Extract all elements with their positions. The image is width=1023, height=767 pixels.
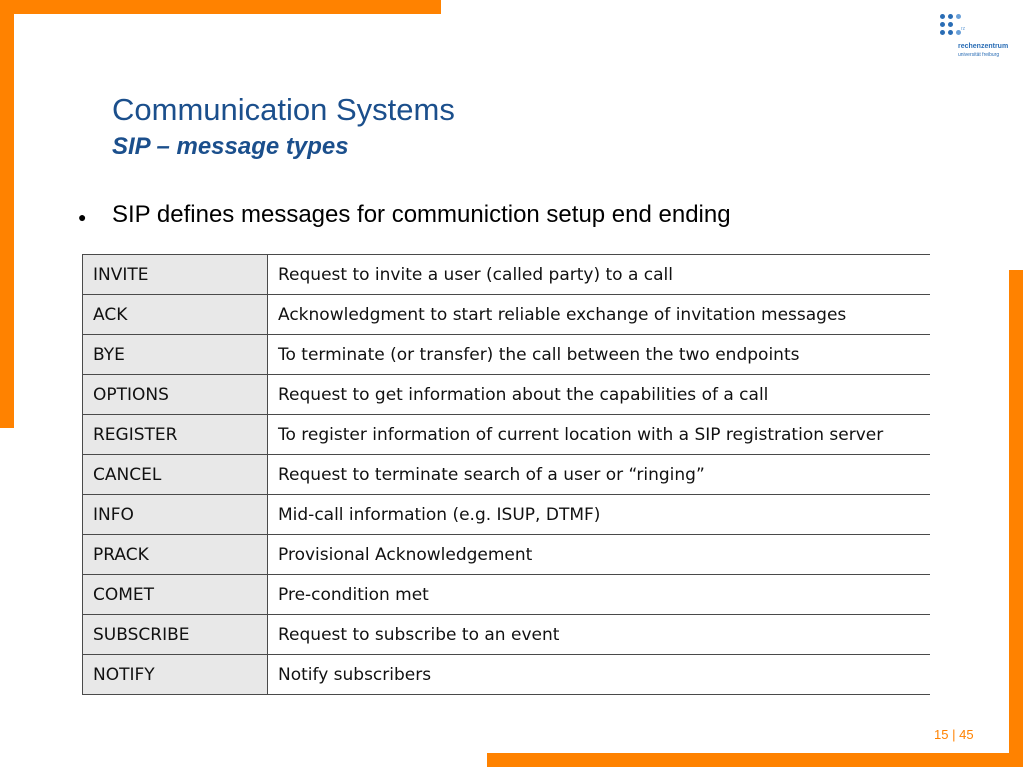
table-row — [83, 255, 931, 295]
logo-dot — [940, 14, 945, 19]
table-row — [83, 295, 931, 335]
table-row — [83, 655, 931, 695]
bullet-point — [78, 201, 731, 229]
message-description-cell: Acknowledgment to start reliable exchange of invitation messages — [268, 295, 931, 335]
logo-rz-label: rz — [961, 26, 966, 32]
message-type-cell: CANCEL — [83, 455, 268, 495]
table-row — [83, 415, 931, 455]
bullet-text: SIP defines messages for communiction setup end ending — [112, 201, 731, 228]
message-description-cell: Pre-condition met — [268, 575, 931, 615]
message-description-cell: Request to subscribe to an event — [268, 615, 931, 655]
logo-subtitle: universität freiburg — [958, 52, 1000, 58]
message-description-cell: Provisional Acknowledgement — [268, 535, 931, 575]
message-type-cell: INVITE — [83, 255, 268, 295]
table-row — [83, 375, 931, 415]
page-current: 15 — [934, 727, 949, 742]
message-description-cell: Mid-call information (e.g. ISUP, DTMF) — [268, 495, 931, 535]
message-type-cell: ACK — [83, 295, 268, 335]
slide-title: Communication Systems — [112, 92, 455, 127]
message-description-cell: Request to invite a user (called party) to a call — [268, 255, 931, 295]
logo-dot — [948, 14, 953, 19]
message-type-cell: OPTIONS — [83, 375, 268, 415]
logo-name: rechenzentrum — [958, 43, 1009, 50]
slide-subtitle: SIP – message types — [112, 133, 349, 160]
right-accent-bar — [1009, 270, 1023, 767]
message-description-cell: To register information of current location with a SIP registration server — [268, 415, 931, 455]
rechenzentrum-logo — [940, 14, 1009, 64]
page-total: 45 — [959, 727, 974, 742]
left-accent-bar — [0, 0, 14, 428]
table-row — [83, 455, 931, 495]
logo-dot — [956, 14, 961, 19]
message-type-cell: SUBSCRIBE — [83, 615, 268, 655]
bottom-accent-bar — [487, 753, 1023, 767]
bullet-dot-icon: ● — [78, 209, 87, 225]
logo-dot — [948, 22, 953, 27]
message-description-cell: To terminate (or transfer) the call between the two endpoints — [268, 335, 931, 375]
logo-dot — [948, 30, 953, 35]
table-row — [83, 535, 931, 575]
sip-message-table — [82, 254, 930, 695]
table-row — [83, 495, 931, 535]
table-row — [83, 615, 931, 655]
message-description-cell: Notify subscribers — [268, 655, 931, 695]
table-row — [83, 335, 931, 375]
table-row — [83, 575, 931, 615]
message-type-cell: PRACK — [83, 535, 268, 575]
message-type-cell: NOTIFY — [83, 655, 268, 695]
logo-dot — [940, 22, 945, 27]
message-type-cell: BYE — [83, 335, 268, 375]
top-accent-bar — [0, 0, 441, 14]
logo-dot — [940, 30, 945, 35]
message-type-cell: REGISTER — [83, 415, 268, 455]
page-separator: | — [952, 727, 956, 742]
page-number — [934, 727, 974, 742]
message-type-cell: COMET — [83, 575, 268, 615]
message-type-cell: INFO — [83, 495, 268, 535]
message-description-cell: Request to get information about the capabilities of a call — [268, 375, 931, 415]
message-description-cell: Request to terminate search of a user or “ringing” — [268, 455, 931, 495]
